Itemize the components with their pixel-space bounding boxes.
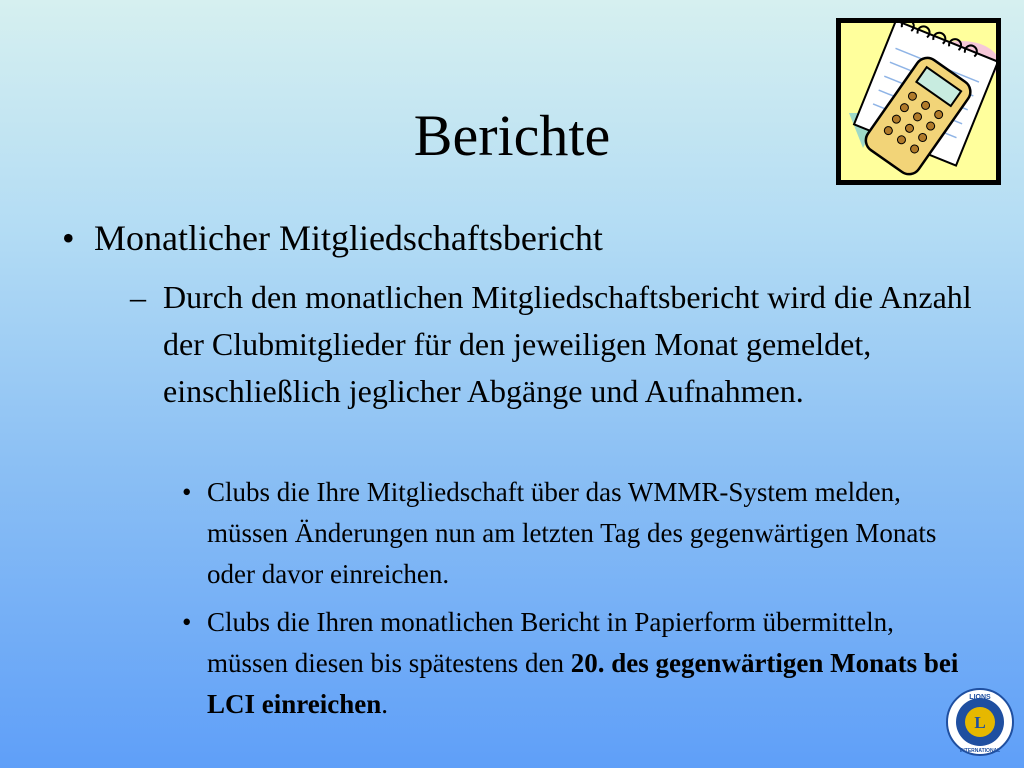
bullet-level3-text-after: . <box>381 689 388 719</box>
logo-text-top: LIONS <box>969 694 991 701</box>
slide-title: Berichte <box>413 103 611 168</box>
calculator-notepad-graphic <box>841 23 996 180</box>
lions-logo-graphic <box>946 688 1014 756</box>
bullet-level1-text: Monatlicher Mitgliedschaftsbericht <box>94 218 603 258</box>
bullet-level3-text <box>207 602 977 725</box>
calculator-notepad-icon <box>836 18 1001 185</box>
bullet-level3-text: Clubs die Ihre Mitgliedschaft über das WMMR-System melden, müssen Änderungen nun am letzten Tag des gegenwärtigen Monats oder davor einreichen. <box>207 477 937 589</box>
deadline-emphasis: 20. des gegenwärtigen Monats bei LCI einreichen <box>207 648 959 719</box>
logo-letter: L <box>974 713 986 732</box>
logo-text-bottom: INTERNATIONAL <box>959 748 1001 754</box>
lions-international-logo <box>946 688 1014 756</box>
bullet-level2-text: Durch den monatlichen Mitgliedschaftsbericht wird die Anzahl der Clubmitglieder für den jeweiligen Monat gemeldet, einschließlich jeglicher Abgänge und Aufnahmen. <box>163 279 972 409</box>
bullet-marker: • <box>182 607 192 637</box>
dash-marker: – <box>130 279 146 315</box>
bullet-marker: • <box>62 218 75 258</box>
bullet-marker: • <box>182 477 192 507</box>
bullet-level3-text-before: Clubs die Ihren monatlichen Bericht in Papierform übermitteln, müssen diesen bis spätestens den <box>207 607 894 678</box>
